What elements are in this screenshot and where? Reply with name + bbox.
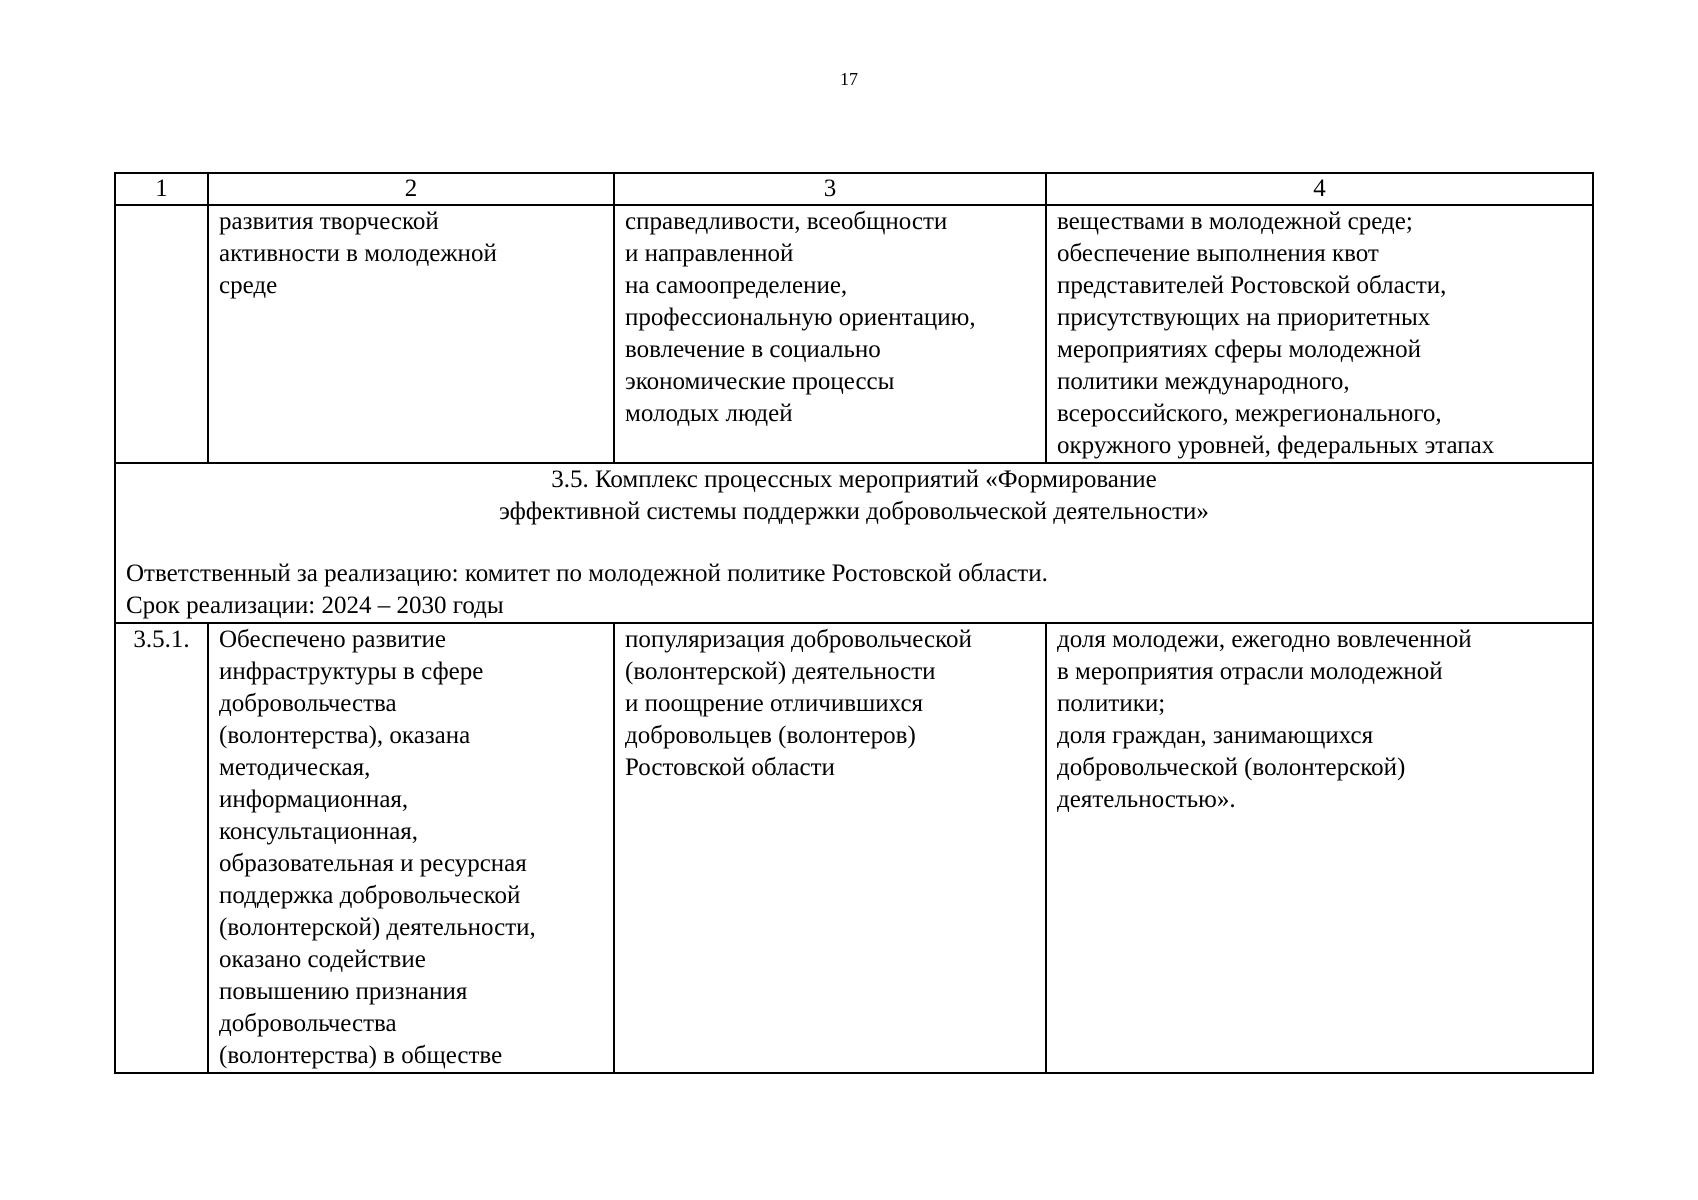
- text-line: присутствующих на приоритетных: [1057, 304, 1431, 331]
- text-line: добровольчества: [219, 1010, 397, 1037]
- text-line: молодых людей: [625, 400, 793, 427]
- section-gap: [126, 528, 1582, 558]
- row2-number-cell: 3.5.1.: [115, 623, 208, 1073]
- row2-indicators-cell: [1046, 623, 1593, 1073]
- section-title-line: эффективной системы поддержки добровольческой деятельности»: [499, 498, 1209, 525]
- text-line: окружного уровней, федеральных этапах: [1057, 432, 1495, 459]
- row2-description-cell: [614, 623, 1046, 1073]
- text-line: инфраструктуры в сфере: [219, 658, 484, 685]
- row1-indicators-cell: [1046, 205, 1593, 463]
- text-line: популяризация добровольческой: [625, 626, 972, 653]
- header-col-1: 1: [115, 173, 208, 205]
- text-line: добровольчества: [219, 690, 397, 717]
- text-line: на самоопределение,: [625, 272, 848, 299]
- header-col-2: 2: [208, 173, 614, 205]
- program-table: [114, 172, 1594, 1074]
- text-line: экономические процессы: [625, 368, 895, 395]
- text-line: представителей Ростовской области,: [1057, 272, 1447, 299]
- text-line: информационная,: [219, 786, 409, 813]
- text-line: вовлечение в социально: [625, 336, 881, 363]
- text-line: доля молодежи, ежегодно вовлеченной: [1057, 626, 1472, 653]
- row1-description-cell: [614, 205, 1046, 463]
- text-line: мероприятиях сферы молодежной: [1057, 336, 1422, 363]
- term-text: Срок реализации: 2024 – 2030 годы: [126, 592, 504, 619]
- text-line: добровольческой (волонтерской): [1057, 754, 1406, 781]
- text-line: всероссийского, межрегионального,: [1057, 400, 1442, 427]
- text-line: поддержка добровольческой: [219, 882, 521, 909]
- text-line: методическая,: [219, 754, 371, 781]
- text-line: обеспечение выполнения квот: [1057, 240, 1379, 267]
- header-col-4: 4: [1046, 173, 1593, 205]
- text-line: образовательная и ресурсная: [219, 850, 527, 877]
- row2-task-cell: [208, 623, 614, 1073]
- text-line: добровольцев (волонтеров): [625, 722, 916, 749]
- table-row: [115, 623, 1593, 1073]
- text-line: среде: [219, 272, 278, 299]
- text-line: Ростовской области: [625, 754, 835, 781]
- text-line: (волонтерства), оказана: [219, 722, 471, 749]
- text-line: (волонтерской) деятельности: [625, 658, 936, 685]
- section-cell: [115, 463, 1593, 623]
- row1-number-cell: [115, 205, 208, 463]
- section-title-line: 3.5. Комплекс процессных мероприятий «Формирование: [551, 466, 1157, 493]
- text-line: справедливости, всеобщности: [625, 208, 948, 235]
- responsible-text: Ответственный за реализацию: комитет по молодежной политике Ростовской области.: [126, 560, 1048, 587]
- text-line: веществами в молодежной среде;: [1057, 208, 1413, 235]
- text-line: (волонтерской) деятельности,: [219, 914, 536, 941]
- text-line: (волонтерства) в обществе: [219, 1042, 503, 1069]
- text-line: и поощрение отличившихся: [625, 690, 924, 717]
- text-line: деятельностью».: [1057, 786, 1236, 813]
- text-line: консультационная,: [219, 818, 419, 845]
- text-line: и направленной: [625, 240, 794, 267]
- text-line: развития творческой: [219, 208, 439, 235]
- page-number: 17: [840, 69, 858, 89]
- text-line: политики;: [1057, 690, 1166, 717]
- text-line: Обеспечено развитие: [219, 626, 446, 653]
- table-header-row: [115, 173, 1593, 205]
- header-col-3: 3: [614, 173, 1046, 205]
- row1-task-cell: [208, 205, 614, 463]
- text-line: активности в молодежной: [219, 240, 497, 267]
- text-line: оказано содействие: [219, 946, 426, 973]
- section-title: [126, 464, 1582, 528]
- table-row: [115, 205, 1593, 463]
- text-line: повышению признания: [219, 978, 468, 1005]
- text-line: доля граждан, занимающихся: [1057, 722, 1374, 749]
- text-line: профессиональную ориентацию,: [625, 304, 976, 331]
- text-line: в мероприятия отрасли молодежной: [1057, 658, 1443, 685]
- text-line: политики международного,: [1057, 368, 1350, 395]
- section-row: [115, 463, 1593, 623]
